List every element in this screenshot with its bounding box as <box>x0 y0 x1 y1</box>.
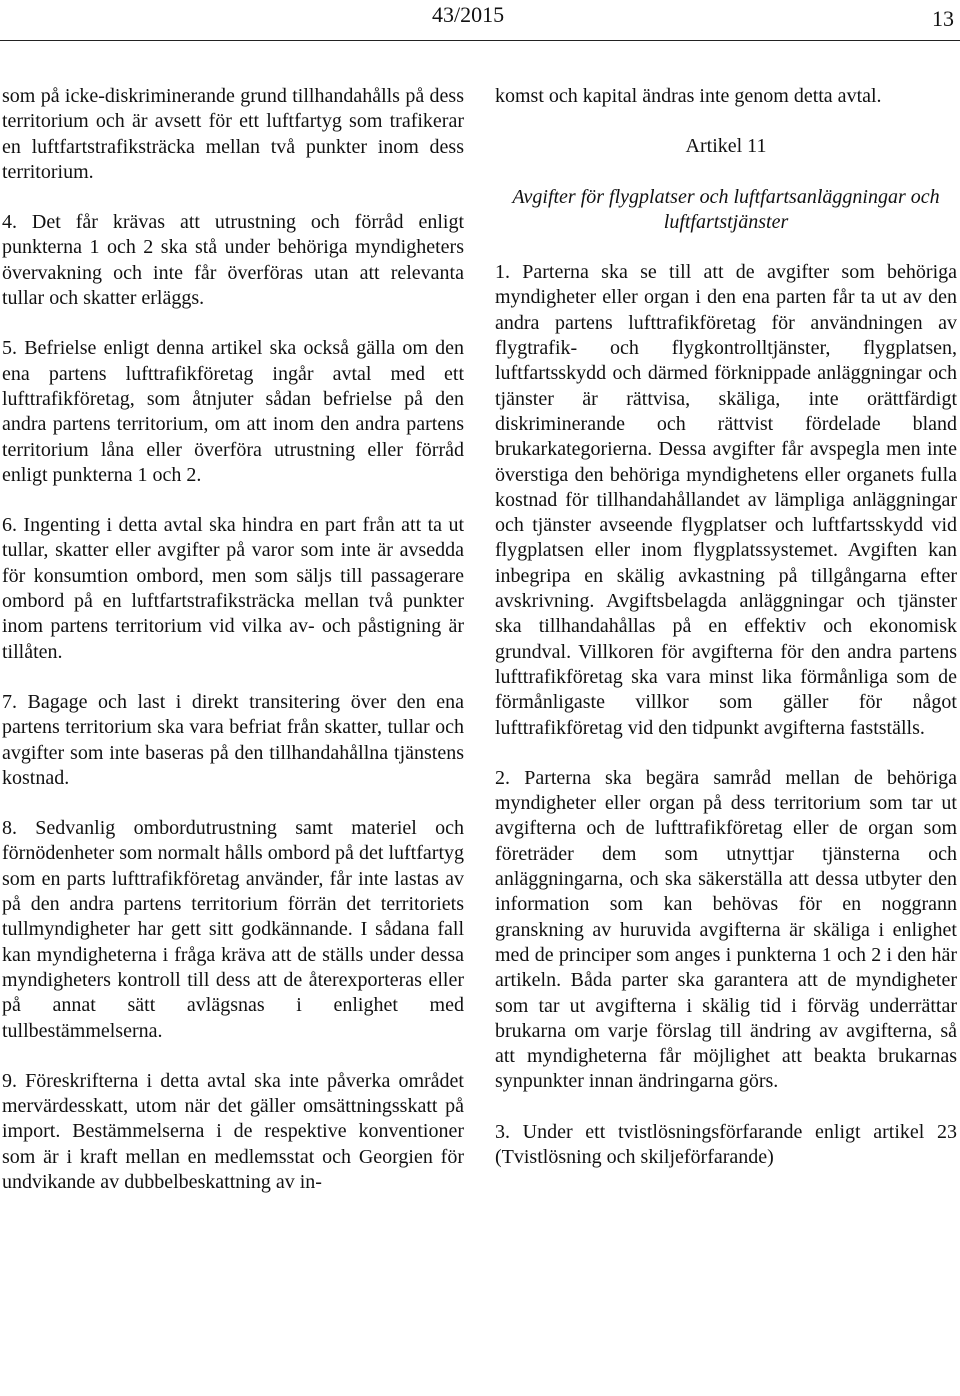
paragraph-1: 1. Parterna ska se till att de avgifter som behöriga myndigheter eller organ i den ena parten får ta ut av den andra partens lufttrafikföretag för användningen av flygtrafik- och flygkontrolltjänster, flygplatsen, luftfartsskydd och därmed förknippade anläggningar och tjänster är rättvisa, skäliga, inte orättfärdigt diskriminerande och rättvist fördelade bland brukarkategorierna. Dessa avgifter får avspegla men inte överstiga den behöriga myndighetens eller organets fulla kostnad för tillhandahållandet av lämpliga anläggningar och tjänster avseende flygplatser och luftfartsskydd vid flygplatsen eller inom flygplatssystemet. Avgiften kan inbegripa en skälig avkastning på tillgångarna efter avskrivning. Avgiftsbelagda anläggningar och tjänster ska tillhandahållas på en effektiv och ekonomisk grundval. Villkoren för avgifterna för den andra partens lufttrafikföretag ska vara minst lika förmånliga som de förmånligaste villkor som gäller för något lufttrafikföretag vid den tidpunkt avgifterna fastställs. <box>495 261 957 739</box>
paragraph-8: 8. Sedvanlig ombordutrustning samt materiel och förnödenheter som normalt hålls ombord på det luftfartyg som en parts lufttrafikföretag använder, får inte lastas av på den andra partens territorium förrän det territoriets tullmyndigheter har gett sitt godkännande. I sådana fall kan myndigheterna i fråga kräva att de ställs under dessa myndigheters kontroll till dess att de återexporteras eller på annat sätt avlägsnas i enlighet med tullbestämmelserna. <box>2 817 464 1042</box>
issue-number: 43/2015 <box>432 2 505 27</box>
page-number: 13 <box>932 6 954 31</box>
paragraph-3: 3. Under ett tvistlösningsförfarande enligt artikel 23 (Tvistlösning och skiljeförfarande) <box>495 1120 957 1168</box>
right-column <box>495 84 957 1195</box>
paragraph-2: 2. Parterna ska begära samråd mellan de behöriga myndigheter eller organ på dess territorium som tar ut avgifterna och de lufttrafikföretag eller de organ som företräder dem som utnyttjar tjänsterna och anläggningarna, och ska säkerställa att dessa utbyter den information som kan behövas för en noggrann granskning av huruvida avgifterna är skäliga i enlighet med de principer som anges i punkterna 1 och 2 i den här artikeln. Båda parter ska garantera att de myndigheter som tar ut avgifterna i skälig tid i förväg underrättar brukarna om varje förslag till ändring av avgifterna, så att myndigheterna får möjlighet att beakta brukarnas synpunkter innan ändringarna görs. <box>495 766 957 1093</box>
article-subtitle: Avgifter för flygplatser och luftfartsanläggningar och luftfartstjänster <box>512 185 940 233</box>
paragraph-6: 6. Ingenting i detta avtal ska hindra en part från att ta ut tullar, skatter eller avgifter på varor som inte är avsedda för konsumtion ombord, men som säljs till passagerare ombord på en luftfartstrafiksträcka mellan två punkter inom partens territorium vid vilka av- och påstigning är tillåten. <box>2 514 464 663</box>
paragraph-5: 5. Befrielse enligt denna artikel ska också gälla om den ena partens lufttrafikföretag ingår avtal med ett lufttrafikföretag, som åtnjuter sådan befrielse på den andra partens territorium, om att inom den andra partens territorium låna eller överföra utrustning eller förråd enligt punkterna 1 och 2. <box>2 337 464 486</box>
paragraph-9: 9. Föreskrifterna i detta avtal ska inte påverka området mervärdesskatt, utom när det gäller omsättningsskatt på import. Bestämmelserna i de respektive konventioner som är i kraft mellan en medlemsstat och Georgien för undvikande av dubbelbeskattning av in- <box>2 1069 464 1193</box>
paragraph-continuation: som på icke-diskriminerande grund tillhandahålls på dess territorium och är avsett för ett luftfartyg som trafikerar en luftfartstrafiksträcka mellan två punkter inom dess territorium. <box>2 85 464 183</box>
paragraph-continuation: komst och kapital ändras inte genom detta avtal. <box>495 85 882 107</box>
article-title: Artikel 11 <box>685 135 767 158</box>
paragraph-4: 4. Det får krävas att utrustning och förråd enligt punkterna 1 och 2 ska stå under behöriga myndigheters övervakning och inte får överföras utan att relevanta tullar och skatter erläggs. <box>2 211 464 310</box>
page-header <box>0 0 960 41</box>
paragraph-7: 7. Bagage och last i direkt transitering över den ena partens territorium ska vara befriat från skatter, tullar och avgifter som inte baseras på den tillhandahållna tjänstens kostnad. <box>2 690 464 789</box>
left-column <box>2 84 464 1220</box>
